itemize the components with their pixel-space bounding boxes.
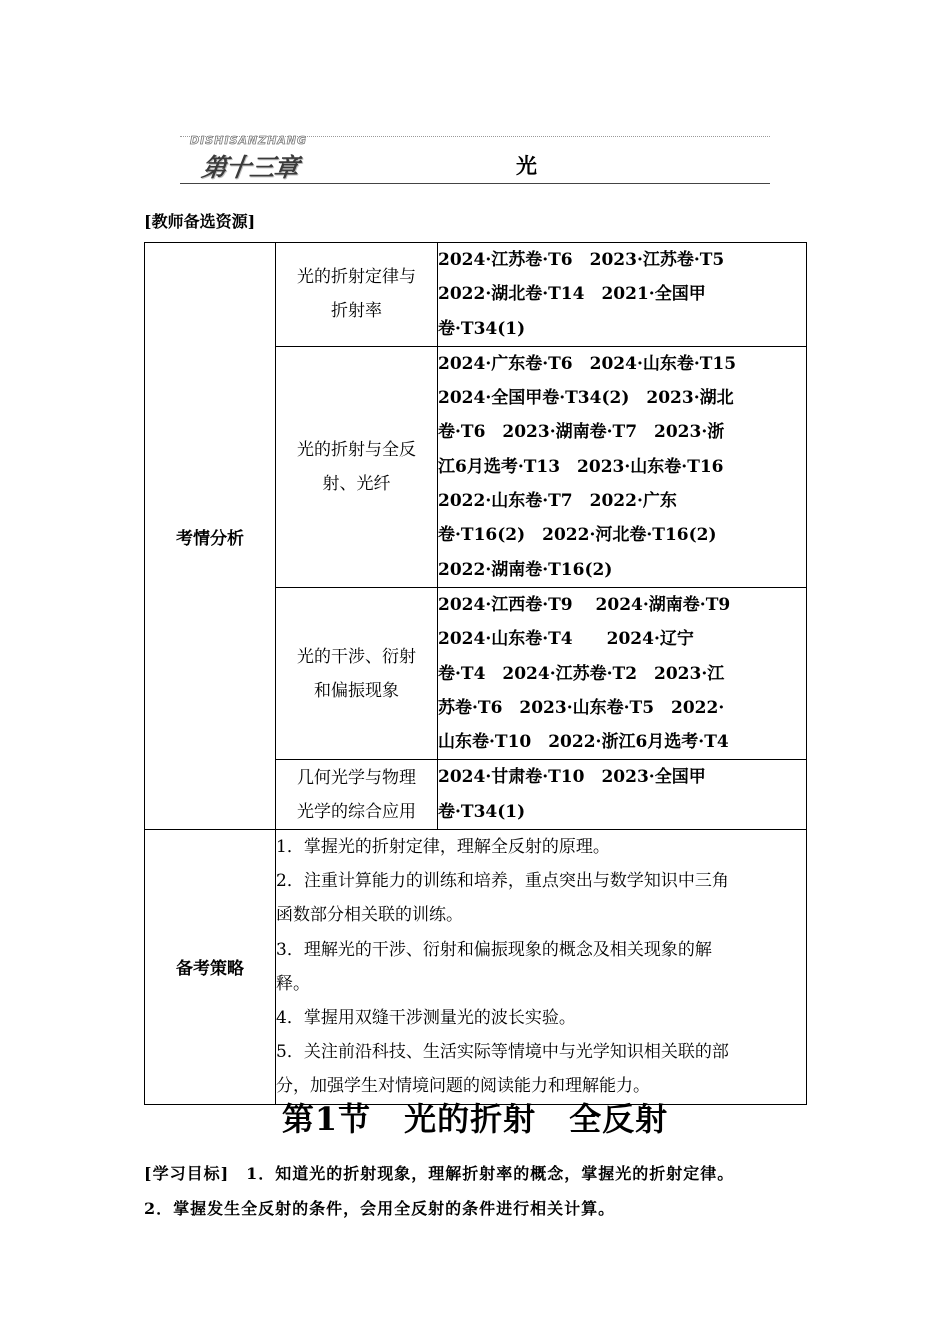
exam-line: 2024·江苏卷·T6 2023·江苏卷·T5 xyxy=(438,250,725,270)
exam-line: 2022·湖南卷·T16(2) xyxy=(438,559,613,580)
topic-line: 几何光学与物理 xyxy=(297,767,416,788)
strategy-line: 2．注重计算能力的训练和培养，重点突出与数学知识中三角 xyxy=(276,871,729,892)
topic-line: 射、光纤 xyxy=(322,473,391,494)
resource-label: [教师备选资源] xyxy=(144,212,256,231)
topic-line: 光的折射定律与 xyxy=(297,267,416,288)
exam-line: 2024·江西卷·T9 2024·湖南卷·T9 xyxy=(438,594,731,615)
topic-line: 光的干涉、衍射 xyxy=(297,646,416,667)
exams-cell xyxy=(438,243,807,347)
topic-line: 折射率 xyxy=(331,301,382,322)
topic-cell xyxy=(276,346,438,587)
exam-line: 山东卷·T10 2022·浙江6月选考·T4 xyxy=(438,732,729,753)
strategy-cell xyxy=(276,830,807,1105)
strategy-line: 4．掌握用双缝干涉测量光的波长实验。 xyxy=(276,1008,576,1029)
chapter-header xyxy=(180,134,770,186)
exams-cell xyxy=(438,346,807,587)
topic-cell xyxy=(276,760,438,830)
table-row xyxy=(145,243,807,347)
strategy-line: 1．掌握光的折射定律，理解全反射的原理。 xyxy=(276,837,610,858)
exam-line: 卷·T4 2024·江苏卷·T2 2023·江 xyxy=(438,663,725,684)
exam-line: 苏卷·T6 2023·山东卷·T5 2022· xyxy=(438,697,725,718)
exam-line: 江6月选考·T13 2023·山东卷·T16 xyxy=(438,456,724,477)
exam-line: 卷·T34(1) xyxy=(438,318,526,339)
exam-line: 卷·T16(2) 2022·河北卷·T16(2) xyxy=(438,525,717,546)
exam-line: 2024·甘肃卷·T10 2023·全国甲 xyxy=(438,767,706,788)
chapter-title: 光 xyxy=(516,153,537,178)
objective-line: 2．掌握发生全反射的条件，会用全反射的条件进行相关计算。 xyxy=(144,1199,616,1218)
exam-line: 卷·T6 2023·湖南卷·T7 2023·浙 xyxy=(438,422,725,443)
category-cell: 考情分析 xyxy=(145,243,276,830)
chapter-label: 第十三章 xyxy=(199,153,300,182)
topic-line: 和偏振现象 xyxy=(314,680,399,701)
section-title: 第1节 光的折射 全反射 xyxy=(281,1100,669,1138)
exam-line: 卷·T34(1) xyxy=(438,801,526,822)
strategy-line: 释。 xyxy=(276,973,310,994)
objective-line: [学习目标] 1．知道光的折射现象，理解折射率的概念，掌握光的折射定律。 xyxy=(144,1164,735,1183)
strategy-line: 函数部分相关联的训练。 xyxy=(276,905,463,926)
chapter-pinyin: DISHISANZHANG xyxy=(190,134,308,147)
exam-line: 2024·广东卷·T6 2024·山东卷·T15 xyxy=(438,353,737,374)
header-rule xyxy=(180,183,770,184)
strategy-line: 分，加强学生对情境问题的阅读能力和理解能力。 xyxy=(276,1076,650,1097)
exam-line: 2024·全国甲卷·T34(2) 2023·湖北 xyxy=(438,388,734,409)
topic-line: 光学的综合应用 xyxy=(297,801,416,822)
strategy-category-cell: 备考策略 xyxy=(145,830,276,1105)
exam-line: 2024·山东卷·T4 2024·辽宁 xyxy=(438,629,694,650)
exams-cell xyxy=(438,760,807,830)
exam-line: 2022·山东卷·T7 2022·广东 xyxy=(438,491,677,512)
exam-line: 2022·湖北卷·T14 2021·全国甲 xyxy=(438,284,706,305)
exam-analysis-table xyxy=(144,242,807,1105)
learning-objectives xyxy=(144,1156,834,1226)
topic-line: 光的折射与全反 xyxy=(297,439,416,460)
topic-cell xyxy=(276,243,438,347)
topic-cell xyxy=(276,587,438,759)
exams-cell xyxy=(438,587,807,759)
strategy-line: 5．关注前沿科技、生活实际等情境中与光学知识相关联的部 xyxy=(276,1042,729,1063)
strategy-line: 3．理解光的干涉、衍射和偏振现象的概念及相关现象的解 xyxy=(276,939,712,960)
table-row xyxy=(145,830,807,1105)
